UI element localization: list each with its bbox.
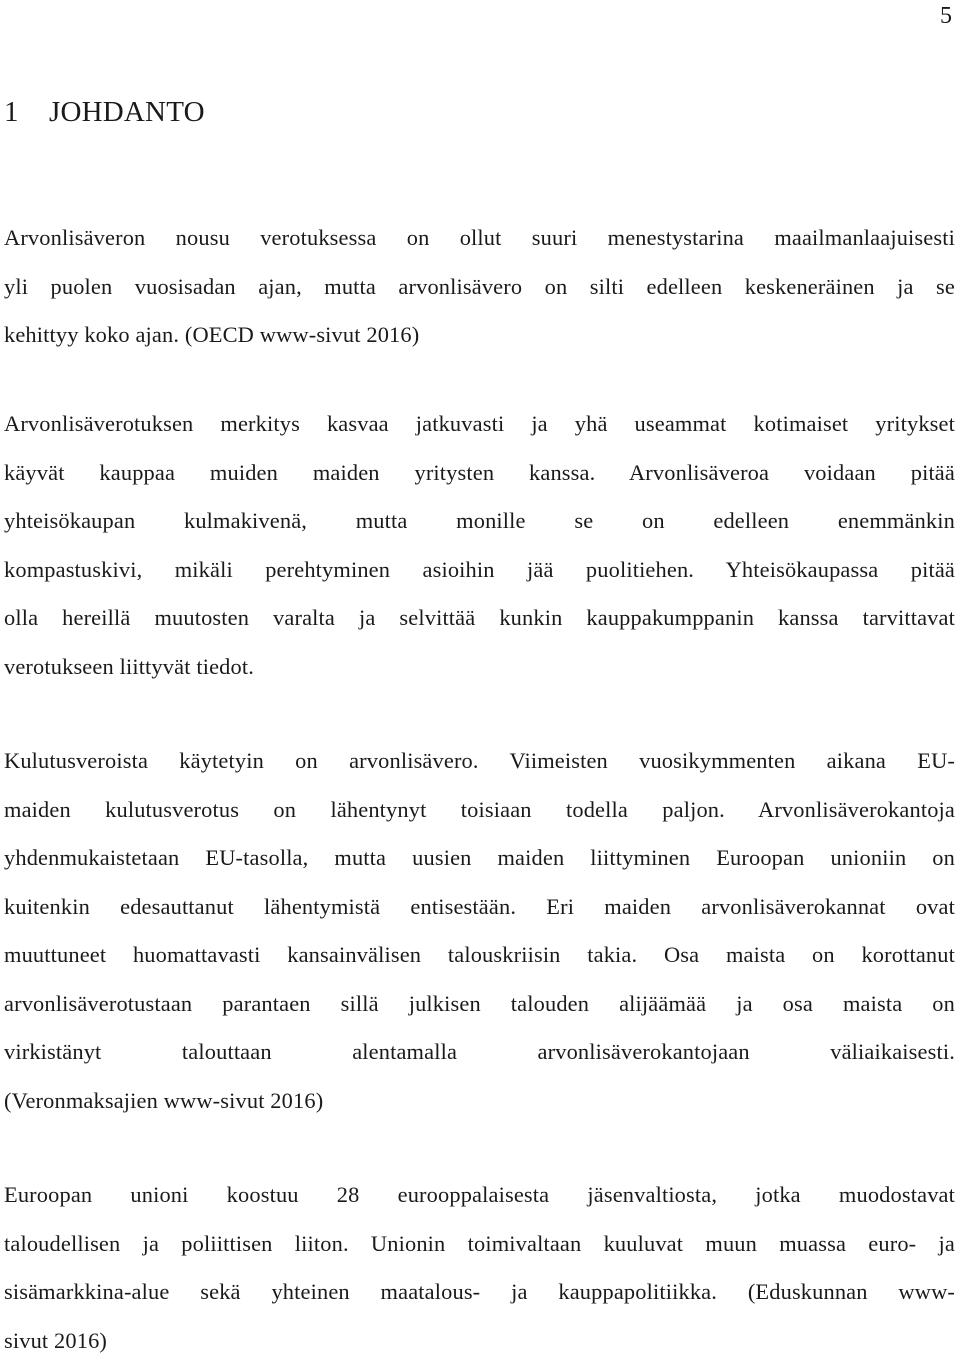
section-heading (4, 94, 205, 130)
text-line: maiden kulutusverotus on lähentynyt toisiaan todella paljon. Arvonlisäverokantoja (4, 786, 955, 835)
text-line: taloudellisen ja poliittisen liiton. Unionin toimivaltaan kuuluvat muun muassa euro- ja (4, 1220, 955, 1269)
paragraph-1 (4, 214, 955, 360)
paragraph-3 (4, 737, 955, 1125)
text-line: kuitenkin edesauttanut lähentymistä entisestään. Eri maiden arvonlisäverokannat ovat (4, 883, 955, 932)
paragraph-4 (4, 1171, 955, 1365)
text-line: sisämarkkina-alue sekä yhteinen maatalous- ja kauppapolitiikka. (Eduskunnan www- (4, 1268, 955, 1317)
page-number: 5 (940, 0, 952, 32)
text-line: yhteisökaupan kulmakivenä, mutta monille se on edelleen enemmänkin (4, 497, 955, 546)
section-number: 1 (4, 94, 49, 130)
paragraph-2 (4, 400, 955, 691)
text-line: yhdenmukaistetaan EU-tasolla, mutta uusien maiden liittyminen Euroopan unioniin on (4, 834, 955, 883)
text-line: kompastuskivi, mikäli perehtyminen asioihin jää puolitiehen. Yhteisökaupassa pitää (4, 546, 955, 595)
text-line: muuttuneet huomattavasti kansainvälisen talouskriisin takia. Osa maista on korottanut (4, 931, 955, 980)
text-line: (Veronmaksajien www-sivut 2016) (4, 1077, 955, 1126)
section-title: JOHDANTO (49, 96, 205, 128)
text-line: verotukseen liittyvät tiedot. (4, 643, 955, 692)
text-line: sivut 2016) (4, 1317, 955, 1365)
text-line: arvonlisäverotustaan parantaen sillä julkisen talouden alijäämää ja osa maista on (4, 980, 955, 1029)
text-line: käyvät kauppaa muiden maiden yritysten kanssa. Arvonlisäveroa voidaan pitää (4, 449, 955, 498)
text-line: Arvonlisäverotuksen merkitys kasvaa jatkuvasti ja yhä useammat kotimaiset yritykset (4, 400, 955, 449)
text-line: Kulutusveroista käytetyin on arvonlisävero. Viimeisten vuosikymmenten aikana EU- (4, 737, 955, 786)
text-line: kehittyy koko ajan. (OECD www-sivut 2016) (4, 311, 955, 360)
text-line: olla hereillä muutosten varalta ja selvittää kunkin kauppakumppanin kanssa tarvittavat (4, 594, 955, 643)
text-line: Euroopan unioni koostuu 28 eurooppalaisesta jäsenvaltiosta, jotka muodostavat (4, 1171, 955, 1220)
text-line: virkistänyt talouttaan alentamalla arvonlisäverokantojaan väliaikaisesti. (4, 1028, 955, 1077)
text-line: yli puolen vuosisadan ajan, mutta arvonlisävero on silti edelleen keskeneräinen ja se (4, 263, 955, 312)
text-line: Arvonlisäveron nousu verotuksessa on ollut suuri menestystarina maailmanlaajuisesti (4, 214, 955, 263)
